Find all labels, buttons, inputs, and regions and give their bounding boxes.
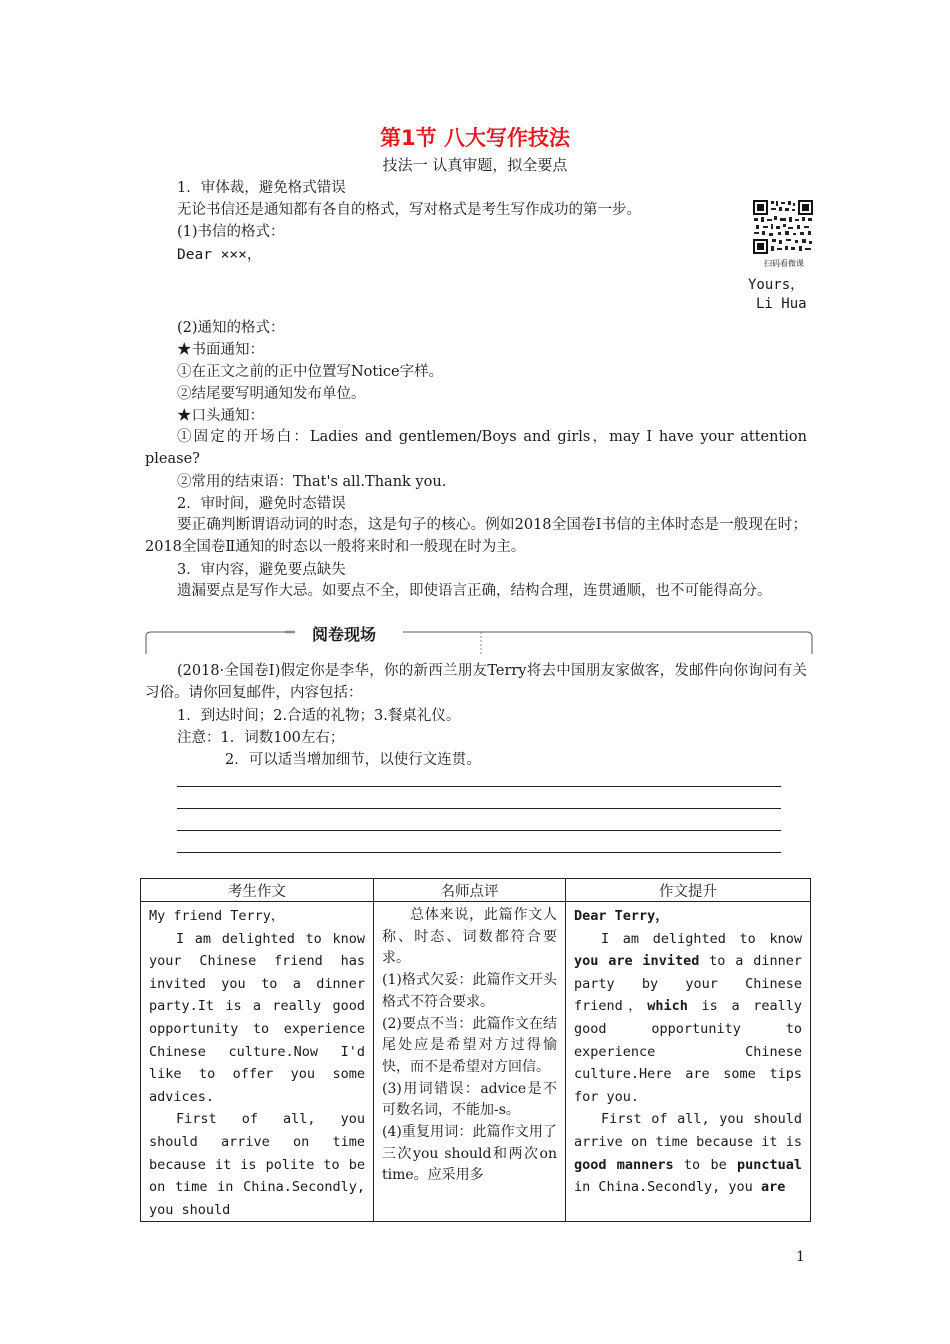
student-paragraph-1: I am delighted to know your Chinese friend has invited you to a dinner party.It is a really good opportunity to experience Chinese culture.Now I'd like to offer you some advices. bbox=[149, 930, 365, 1105]
comment-points: (2)要点不当：此篇作文在结尾处应是希望对方过得愉快，而不是希望对方回信。 bbox=[382, 1015, 557, 1075]
improved-highlight: good manners bbox=[574, 1156, 674, 1173]
qr-code-icon[interactable] bbox=[752, 199, 814, 255]
table-row bbox=[141, 902, 811, 1222]
heading-content: 3．审内容，避免要点缺失 bbox=[177, 562, 346, 578]
improved-greeting: Dear Terry， bbox=[574, 908, 669, 924]
answer-line[interactable] bbox=[177, 808, 781, 809]
task-prompt: (2018·全国卷Ⅰ)假定你是李华，你的新西兰朋友Terry将去中国朋友家做客，发邮件向你询问有关习俗。请你回复邮件，内容包括： bbox=[145, 663, 807, 701]
table-header-row bbox=[141, 879, 811, 902]
improved-text: I am delighted to know bbox=[601, 930, 802, 947]
improved-paragraph-1 bbox=[574, 928, 802, 1109]
column-header-comment: 名师点评 bbox=[374, 879, 566, 902]
student-essay-cell bbox=[141, 902, 374, 1222]
text-notice-rule-1: ①在正文之前的正中位置写Notice字样。 bbox=[177, 364, 444, 380]
text-written-notice: ★书面通知： bbox=[177, 342, 264, 358]
improved-highlight: punctual bbox=[736, 1156, 802, 1173]
comment-format: (1)格式欠妥：此篇作文开头格式不符合要求。 bbox=[382, 972, 557, 1010]
letter-signature: Li Hua bbox=[756, 296, 807, 312]
heading-genre: 1．审体裁，避免格式错误 bbox=[177, 180, 346, 196]
text-notice-rule-2: ②结尾要写明通知发布单位。 bbox=[177, 386, 366, 402]
student-paragraph-2: First of all, you should arrive on time because it is polite to be on time in China.Secondly, you should bbox=[149, 1111, 365, 1218]
text-content-detail: 遗漏要点是写作大忌。如要点不全，即使语言正确，结构合理，连贯通顺，也不可能得高分。 bbox=[177, 583, 772, 599]
text-tense-detail: 要正确判断谓语动词的时态，这是句子的核心。例如2018全国卷Ⅰ书信的主体时态是一般现在时；2018全国卷Ⅱ通知的时态以一般将来时和一般现在时为主。 bbox=[145, 517, 807, 555]
task-points: 1．到达时间；2.合适的礼物；3.餐桌礼仪。 bbox=[177, 708, 461, 724]
heading-tense: 2．审时间，避免时态错误 bbox=[177, 496, 346, 512]
answer-line[interactable] bbox=[177, 852, 781, 853]
improved-essay-cell bbox=[566, 902, 811, 1222]
improved-highlight: are bbox=[760, 1179, 786, 1196]
text-notice-format: (2)通知的格式： bbox=[177, 320, 285, 336]
task-note-1: 注意：1．词数100左右； bbox=[177, 730, 345, 746]
improved-text: is a really good opportunity to experience Chinese culture.Here are some tips for you. bbox=[574, 998, 802, 1105]
improved-paragraph-2 bbox=[574, 1108, 802, 1198]
section-subtitle: 技法一 认真审题，拟全要点 bbox=[382, 156, 568, 174]
comment-word-choice: (3)用词错误：advice是不可数名词，不能加-s。 bbox=[382, 1080, 557, 1119]
student-greeting: My friend Terry， bbox=[149, 908, 285, 924]
teacher-comment-cell bbox=[374, 902, 566, 1222]
answer-line[interactable] bbox=[177, 830, 781, 831]
column-header-student: 考生作文 bbox=[141, 879, 374, 902]
improved-highlight: you are invited bbox=[574, 953, 700, 970]
page-title: 第1节 八大写作技法 bbox=[380, 126, 570, 150]
page-number: 1 bbox=[796, 1249, 805, 1265]
improved-text: First of all, you should arrive on time because it is bbox=[574, 1111, 802, 1150]
text-oral-closing: ②常用的结束语：That's all.Thank you. bbox=[177, 474, 447, 490]
text-letter-format: (1)书信的格式： bbox=[177, 224, 285, 240]
improved-highlight: which bbox=[647, 998, 688, 1015]
comment-repetition: (4)重复用词：此篇作文用了三次you should和两次on time。应采用多 bbox=[382, 1124, 557, 1184]
text-oral-opening: ①固定的开场白：Ladies and gentlemen/Boys and girls，may I have your attention please? bbox=[145, 429, 807, 467]
section-banner-decoration bbox=[145, 620, 813, 656]
text-format-intro: 无论书信还是通知都有各自的格式，写对格式是考生写作成功的第一步。 bbox=[177, 202, 641, 218]
improved-text: in China.Secondly, you bbox=[574, 1179, 761, 1196]
comment-overall: 总体来说，此篇作文人称、时态、词数都符合要求。 bbox=[382, 907, 557, 967]
text-oral-notice: ★口头通知： bbox=[177, 408, 264, 424]
text-letter-salutation: Dear ×××， bbox=[177, 247, 262, 263]
answer-line[interactable] bbox=[177, 786, 781, 787]
improved-text: to be bbox=[673, 1156, 737, 1173]
letter-closing: Yours， bbox=[748, 277, 805, 293]
comparison-table bbox=[140, 878, 811, 1222]
column-header-improved: 作文提升 bbox=[566, 879, 811, 902]
qr-caption: 扫码看微课 bbox=[764, 259, 804, 268]
section-banner-title: 阅卷现场 bbox=[306, 622, 382, 645]
improved-text: to a dinner party by your Chinese friend， bbox=[574, 953, 802, 1015]
task-note-2: 2．可以适当增加细节，以使行文连贯。 bbox=[225, 752, 481, 768]
